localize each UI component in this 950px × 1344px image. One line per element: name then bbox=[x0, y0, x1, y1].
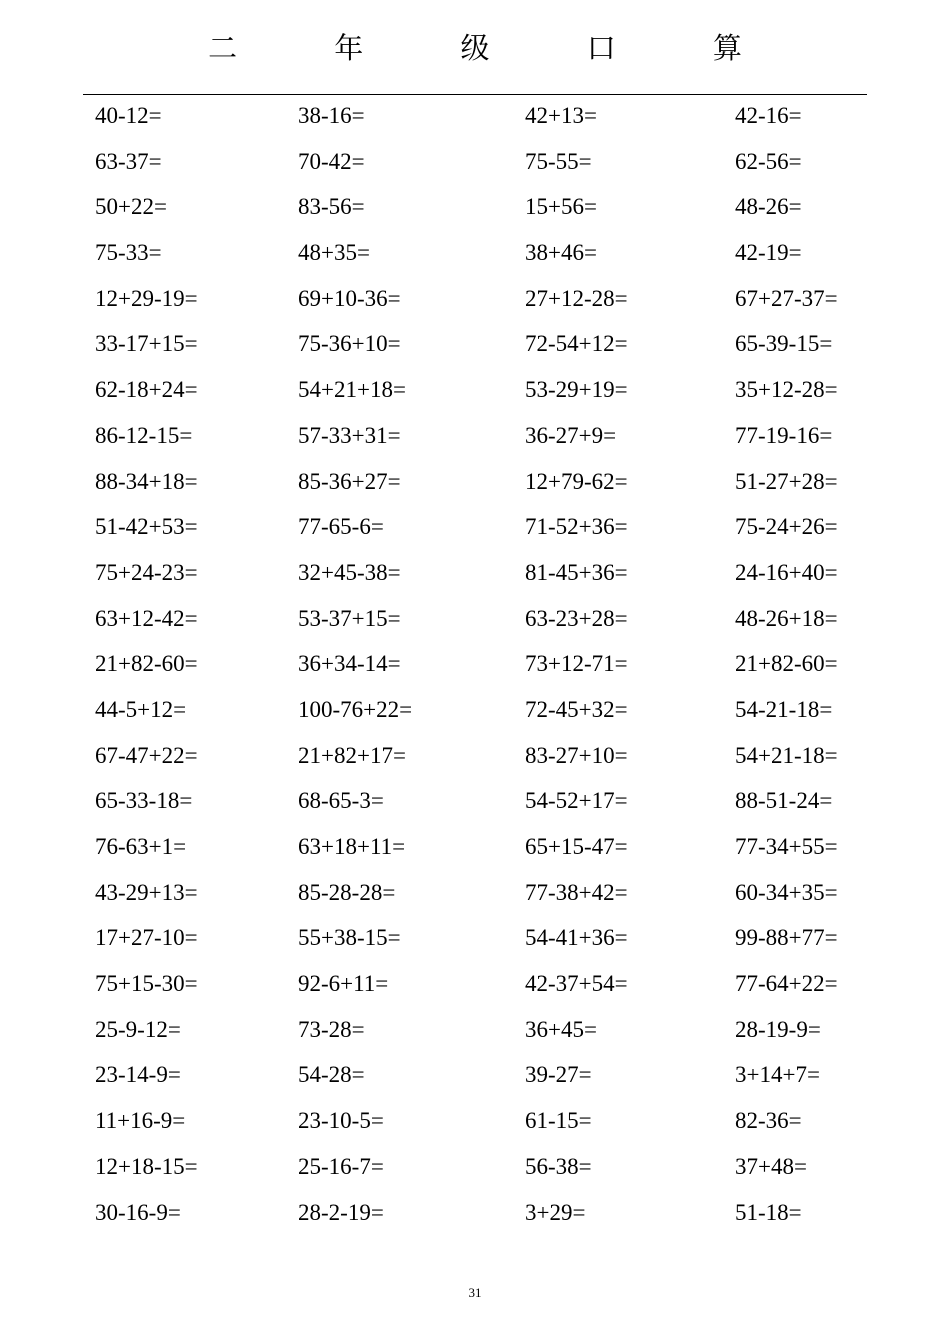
arithmetic-problem: 51-18= bbox=[735, 1199, 802, 1225]
arithmetic-problem: 86-12-15= bbox=[95, 422, 193, 448]
arithmetic-problem: 62-56= bbox=[735, 148, 802, 174]
arithmetic-problem: 38+46= bbox=[525, 240, 597, 266]
arithmetic-problem: 44-5+12= bbox=[95, 696, 187, 722]
arithmetic-problem: 3+14+7= bbox=[735, 1062, 820, 1088]
arithmetic-problem: 54+21-18= bbox=[735, 742, 838, 768]
problem-row bbox=[0, 139, 950, 185]
arithmetic-problem: 62-18+24= bbox=[95, 377, 198, 403]
arithmetic-problem: 43-29+13= bbox=[95, 879, 198, 905]
problem-row bbox=[0, 504, 950, 550]
arithmetic-problem: 39-27= bbox=[525, 1062, 592, 1088]
arithmetic-problem: 54-28= bbox=[298, 1062, 365, 1088]
arithmetic-problem: 11+16-9= bbox=[95, 1108, 186, 1134]
problem-row bbox=[0, 276, 950, 322]
arithmetic-problem: 51-42+53= bbox=[95, 514, 198, 540]
arithmetic-problem: 65-33-18= bbox=[95, 788, 193, 814]
arithmetic-problem: 12+18-15= bbox=[95, 1153, 198, 1179]
arithmetic-problem: 15+56= bbox=[525, 194, 597, 220]
problem-row bbox=[0, 641, 950, 687]
arithmetic-problem: 63+18+11= bbox=[298, 834, 406, 859]
arithmetic-problem: 77-64+22= bbox=[735, 971, 838, 997]
arithmetic-problem: 36+45= bbox=[525, 1016, 597, 1042]
arithmetic-problem: 68-65-3= bbox=[298, 788, 384, 814]
arithmetic-problem: 100-76+22= bbox=[298, 696, 413, 722]
arithmetic-problem: 3+29= bbox=[525, 1199, 586, 1225]
arithmetic-problem: 99-88+77= bbox=[735, 925, 838, 951]
problem-row bbox=[0, 230, 950, 276]
arithmetic-problem: 48-26= bbox=[735, 194, 802, 220]
arithmetic-problem: 21+82-60= bbox=[735, 651, 838, 677]
arithmetic-problem: 33-17+15= bbox=[95, 331, 198, 357]
arithmetic-problem: 23-14-9= bbox=[95, 1062, 181, 1088]
arithmetic-problem: 54-52+17= bbox=[525, 788, 628, 814]
problem-row bbox=[0, 184, 950, 230]
arithmetic-problem: 25-9-12= bbox=[95, 1016, 181, 1042]
problem-row bbox=[0, 1144, 950, 1190]
arithmetic-problem: 82-36= bbox=[735, 1108, 802, 1134]
arithmetic-problem: 63-37= bbox=[95, 148, 162, 174]
arithmetic-problem: 63-23+28= bbox=[525, 605, 628, 631]
problem-row bbox=[0, 321, 950, 367]
arithmetic-problem: 63+12-42= bbox=[95, 605, 198, 631]
arithmetic-problem: 72-45+32= bbox=[525, 696, 628, 722]
arithmetic-problem: 51-27+28= bbox=[735, 468, 838, 494]
arithmetic-problem: 81-45+36= bbox=[525, 559, 628, 585]
arithmetic-problem: 61-15= bbox=[525, 1108, 592, 1134]
arithmetic-problem: 24-16+40= bbox=[735, 559, 838, 585]
arithmetic-problem: 65-39-15= bbox=[735, 331, 833, 357]
arithmetic-problem: 48-26+18= bbox=[735, 605, 838, 631]
arithmetic-problem: 77-34+55= bbox=[735, 834, 838, 859]
arithmetic-problem: 54-21-18= bbox=[735, 696, 833, 722]
arithmetic-problem: 76-63+1= bbox=[95, 834, 187, 859]
problem-row bbox=[0, 778, 950, 824]
arithmetic-problem: 32+45-38= bbox=[298, 559, 401, 585]
problem-row bbox=[0, 687, 950, 733]
arithmetic-problem: 88-34+18= bbox=[95, 468, 198, 494]
arithmetic-problem: 73+12-71= bbox=[525, 651, 628, 677]
arithmetic-problem: 75-24+26= bbox=[735, 514, 838, 540]
problem-row bbox=[0, 1098, 950, 1144]
arithmetic-problem: 60-34+35= bbox=[735, 879, 838, 905]
arithmetic-problem: 36+34-14= bbox=[298, 651, 401, 677]
arithmetic-problem: 12+29-19= bbox=[95, 285, 198, 311]
problem-row bbox=[0, 459, 950, 505]
arithmetic-problem: 48+35= bbox=[298, 240, 370, 266]
arithmetic-problem: 21+82+17= bbox=[298, 742, 406, 768]
problem-row bbox=[0, 915, 950, 961]
arithmetic-problem: 25-16-7= bbox=[298, 1153, 384, 1179]
problem-row bbox=[0, 93, 950, 139]
arithmetic-problem: 30-16-9= bbox=[95, 1199, 181, 1225]
problem-row bbox=[0, 961, 950, 1007]
arithmetic-problem: 38-16= bbox=[298, 103, 365, 128]
arithmetic-problem: 23-10-5= bbox=[298, 1108, 384, 1134]
arithmetic-problem: 42-16= bbox=[735, 103, 802, 128]
arithmetic-problem: 54+21+18= bbox=[298, 377, 406, 403]
arithmetic-problem: 54-41+36= bbox=[525, 925, 628, 951]
arithmetic-problem: 42-19= bbox=[735, 240, 802, 266]
arithmetic-problem: 75-33= bbox=[95, 240, 162, 266]
arithmetic-problem: 77-65-6= bbox=[298, 514, 384, 540]
arithmetic-problem: 56-38= bbox=[525, 1153, 592, 1179]
arithmetic-problem: 53-29+19= bbox=[525, 377, 628, 403]
arithmetic-problem: 40-12= bbox=[95, 103, 162, 128]
problem-row bbox=[0, 1190, 950, 1236]
arithmetic-problem: 83-56= bbox=[298, 194, 365, 220]
arithmetic-problem: 69+10-36= bbox=[298, 285, 401, 311]
problem-row bbox=[0, 824, 950, 870]
problem-grid bbox=[0, 93, 950, 1235]
problem-row bbox=[0, 550, 950, 596]
problem-row bbox=[0, 870, 950, 916]
arithmetic-problem: 35+12-28= bbox=[735, 377, 838, 403]
arithmetic-problem: 27+12-28= bbox=[525, 285, 628, 311]
arithmetic-problem: 77-38+42= bbox=[525, 879, 628, 905]
arithmetic-problem: 42+13= bbox=[525, 103, 597, 128]
arithmetic-problem: 73-28= bbox=[298, 1016, 365, 1042]
problem-row bbox=[0, 1052, 950, 1098]
arithmetic-problem: 88-51-24= bbox=[735, 788, 833, 814]
arithmetic-problem: 50+22= bbox=[95, 194, 167, 220]
arithmetic-problem: 75-36+10= bbox=[298, 331, 401, 357]
arithmetic-problem: 92-6+11= bbox=[298, 971, 389, 997]
problem-row bbox=[0, 733, 950, 779]
arithmetic-problem: 71-52+36= bbox=[525, 514, 628, 540]
arithmetic-problem: 85-28-28= bbox=[298, 879, 396, 905]
arithmetic-problem: 75-55= bbox=[525, 148, 592, 174]
arithmetic-problem: 21+82-60= bbox=[95, 651, 198, 677]
arithmetic-problem: 28-2-19= bbox=[298, 1199, 384, 1225]
problem-row bbox=[0, 1007, 950, 1053]
arithmetic-problem: 53-37+15= bbox=[298, 605, 401, 631]
arithmetic-problem: 42-37+54= bbox=[525, 971, 628, 997]
arithmetic-problem: 67-47+22= bbox=[95, 742, 198, 768]
arithmetic-problem: 65+15-47= bbox=[525, 834, 628, 859]
arithmetic-problem: 57-33+31= bbox=[298, 422, 401, 448]
arithmetic-problem: 12+79-62= bbox=[525, 468, 628, 494]
page-number: 31 bbox=[468, 1285, 482, 1300]
page-title: 二 年 级 口 算 bbox=[208, 31, 786, 65]
problem-row bbox=[0, 596, 950, 642]
arithmetic-problem: 75+15-30= bbox=[95, 971, 198, 997]
arithmetic-problem: 72-54+12= bbox=[525, 331, 628, 357]
arithmetic-problem: 55+38-15= bbox=[298, 925, 401, 951]
arithmetic-problem: 77-19-16= bbox=[735, 422, 833, 448]
problem-row bbox=[0, 413, 950, 459]
arithmetic-problem: 67+27-37= bbox=[735, 285, 838, 311]
arithmetic-problem: 37+48= bbox=[735, 1153, 807, 1179]
problem-row bbox=[0, 367, 950, 413]
arithmetic-problem: 85-36+27= bbox=[298, 468, 401, 494]
arithmetic-problem: 17+27-10= bbox=[95, 925, 198, 951]
arithmetic-problem: 70-42= bbox=[298, 148, 365, 174]
arithmetic-problem: 83-27+10= bbox=[525, 742, 628, 768]
arithmetic-problem: 28-19-9= bbox=[735, 1016, 821, 1042]
arithmetic-problem: 36-27+9= bbox=[525, 422, 617, 448]
arithmetic-problem: 75+24-23= bbox=[95, 559, 198, 585]
